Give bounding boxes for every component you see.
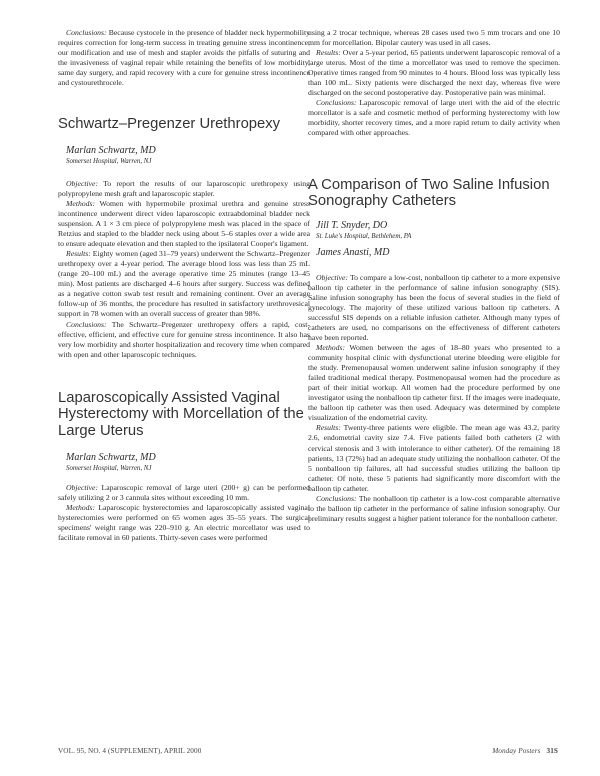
author-name: Marlan Schwartz, MD xyxy=(66,451,156,463)
article-title: A Comparison of Two Saline Infusion Sonography Catheters xyxy=(308,176,550,210)
methods-paragraph: Methods: Laparoscopic hysterectomies and laparoscopically assisted vaginal hysterectomies were performed on 65 women ages 35–55 years. The surgical specimens' weight range was 220–910 g. An electric morcellator was used to facilitate removal in 60 patients. Thirty-seven cases were performed xyxy=(58,502,310,542)
conclusions-paragraph: Conclusions: Laparoscopic removal of large uteri with the aid of the electric morcellator is a safe and cosmetic method of performing hysterectomy with low morbidity, shorter recovery times, and a more rapid return to daily activity when compared with other approaches. xyxy=(308,98,560,138)
continuation-paragraph: using a 2 trocar technique, whereas 28 cases used two 5 mm trocars and one 10 mm for morcellation. Bipolar cautery was used in all cases. xyxy=(308,28,560,48)
objective-paragraph: Objective: Laparoscopic removal of large uteri (200+ g) can be performed safely utilizing 2 or 3 cannula sites without exceeding 10 mm. xyxy=(58,482,310,502)
article-title: Schwartz–Pregenzer Urethropexy xyxy=(58,116,281,133)
article-title: Laparoscopically Assisted Vaginal Hysterectomy with Morcellation of the Large Uterus xyxy=(58,389,304,439)
section-label: Monday Posters xyxy=(492,747,541,755)
conclusions-paragraph: Conclusions: The Schwartz–Pregenzer urethropexy offers a rapid, cost-effective, efficient, and effective cure for genuine stress incontinence. It also has very low morbidity and shorter hospitalization and recovery time when compared with open and other laparoscopic techniques. xyxy=(58,319,310,359)
conclusions-paragraph: Conclusions: The nonballoon tip catheter is a low-cost comparable alternative to the balloon tip catheter in the performance of saline infusion sonography. Our preliminary results suggest a higher patient tolerance for the nonballoon catheter. xyxy=(308,493,560,523)
results-paragraph: Results: Eighty women (aged 31–79 years) underwent the Schwartz–Pregenzer urethropexy over a 4-year period. The average blood loss was less than 25 mL (range 20–100 mL) and the average operative time 25 minutes (range 13–45 min). Most patients are discharged 4–6 hours after surgery. Success was defined as a negative cotton swab test result and remaining continent. Over an average follow-up of 36 months, the procedure has resulted in satisfactory urethrovesical support in 78 women with an overall success of greater than 98%. xyxy=(58,249,310,319)
author-name: James Anasti, MD xyxy=(316,246,390,258)
journal-footer: VOL. 95, NO. 4 (SUPPLEMENT), APRIL 2000 xyxy=(58,747,202,755)
author-name: Jill T. Snyder, DO xyxy=(316,219,388,231)
page-number: 31S xyxy=(546,747,558,755)
right-column xyxy=(308,28,560,524)
methods-paragraph: Methods: Women with hypermobile proximal urethra and genuine stress incontinence underwent direct video laparoscopic extraabdominal bladder neck suspension. A 1 × 3 cm piece of polypropylene mesh was placed in the space of Retzius and stapled to the bladder neck using about 5–6 staples over a wide area to ensure adequate elevation and then stapled to the ipsilateral Cooper's ligament. xyxy=(58,198,310,249)
objective-paragraph: Objective: To report the results of our laparoscopic urethropexy using polypropylene mesh graft and laparoscopic stapler. xyxy=(58,178,310,198)
author-affiliation: Somerset Hospital, Warren, NJ xyxy=(66,464,152,472)
author-affiliation: Somerset Hospital, Warren, NJ xyxy=(66,157,152,165)
author-affiliation: St. Luke's Hospital, Bethlehem, PA xyxy=(316,232,412,240)
page-footer xyxy=(492,747,558,755)
left-column xyxy=(58,28,310,543)
results-paragraph: Results: Twenty-three patients were eligible. The mean age was 43.2, parity 2.6, endometrial cavity size 7.4. Five patients failed both catheters (2 with cervical stenosis and 3 with intolerance to either catheter). Of the remaining 18 patients, 13 (72%) had an adequate study utilizing the nonballoon catheter. Of the 5 nonballoon tip failures, all had successful studies utilizing the balloon tip catheter. Of note, these 5 patients had significantly more discomfort with the balloon tip catheter. xyxy=(308,423,560,493)
methods-paragraph: Methods: Women between the ages of 18–80 years who presented to a community hospital clinic with dysfunctional uterine bleeding were eligible for the study. Premenopausal women underwent saline infusion sonography if they failed traditional medical therapy. Postmenopausal women had the procedure as part of their initial workup. All women had the procedure performed by one investigator using the nonballoon tip catheter first. If the images were inadequate, the balloon tip catheter was then used. Adequacy was determined by complete visualization of the endometrial cavity. xyxy=(308,343,560,423)
results-paragraph: Results: Over a 5-year period, 65 patients underwent laparoscopic removal of a large uterus. Most of the time a morcellator was used to remove the specimen. Operative times ranged from 90 minutes to 4 hours. Blood loss was typically less than 100 mL. Sixty patients were discharged the next day, whereas five were discharged on the second postoperative day. Postoperative pain was minimal. xyxy=(308,48,561,98)
intro-conclusions: Conclusions: Because cystocele in the presence of bladder neck hypermobility requires correction for long-term success in treating genuine stress incontinence, our modification and use of mesh and stapler avoids the pitfalls of suturing and the invasiveness of vaginal repair while retaining the benefits of low morbidity, same day surgery, and rapid recovery with a cure for genuine stress incontinence and cystourethrocele. xyxy=(58,28,311,88)
objective-paragraph: Objective: To compare a low-cost, nonballoon tip catheter to a more expensive balloon tip catheter in the performance of saline infusion sonography (SIS). Saline infusion sonography has been the focus of several studies in the field of gynecology. The majority of these utilized various balloon tip catheters. A successful SIS depends on a reliable infusion catheter. Although many types of catheters are used, no comparisons on the effectiveness of different catheters have been reported. xyxy=(308,272,560,342)
author-name: Marlan Schwartz, MD xyxy=(66,144,156,156)
